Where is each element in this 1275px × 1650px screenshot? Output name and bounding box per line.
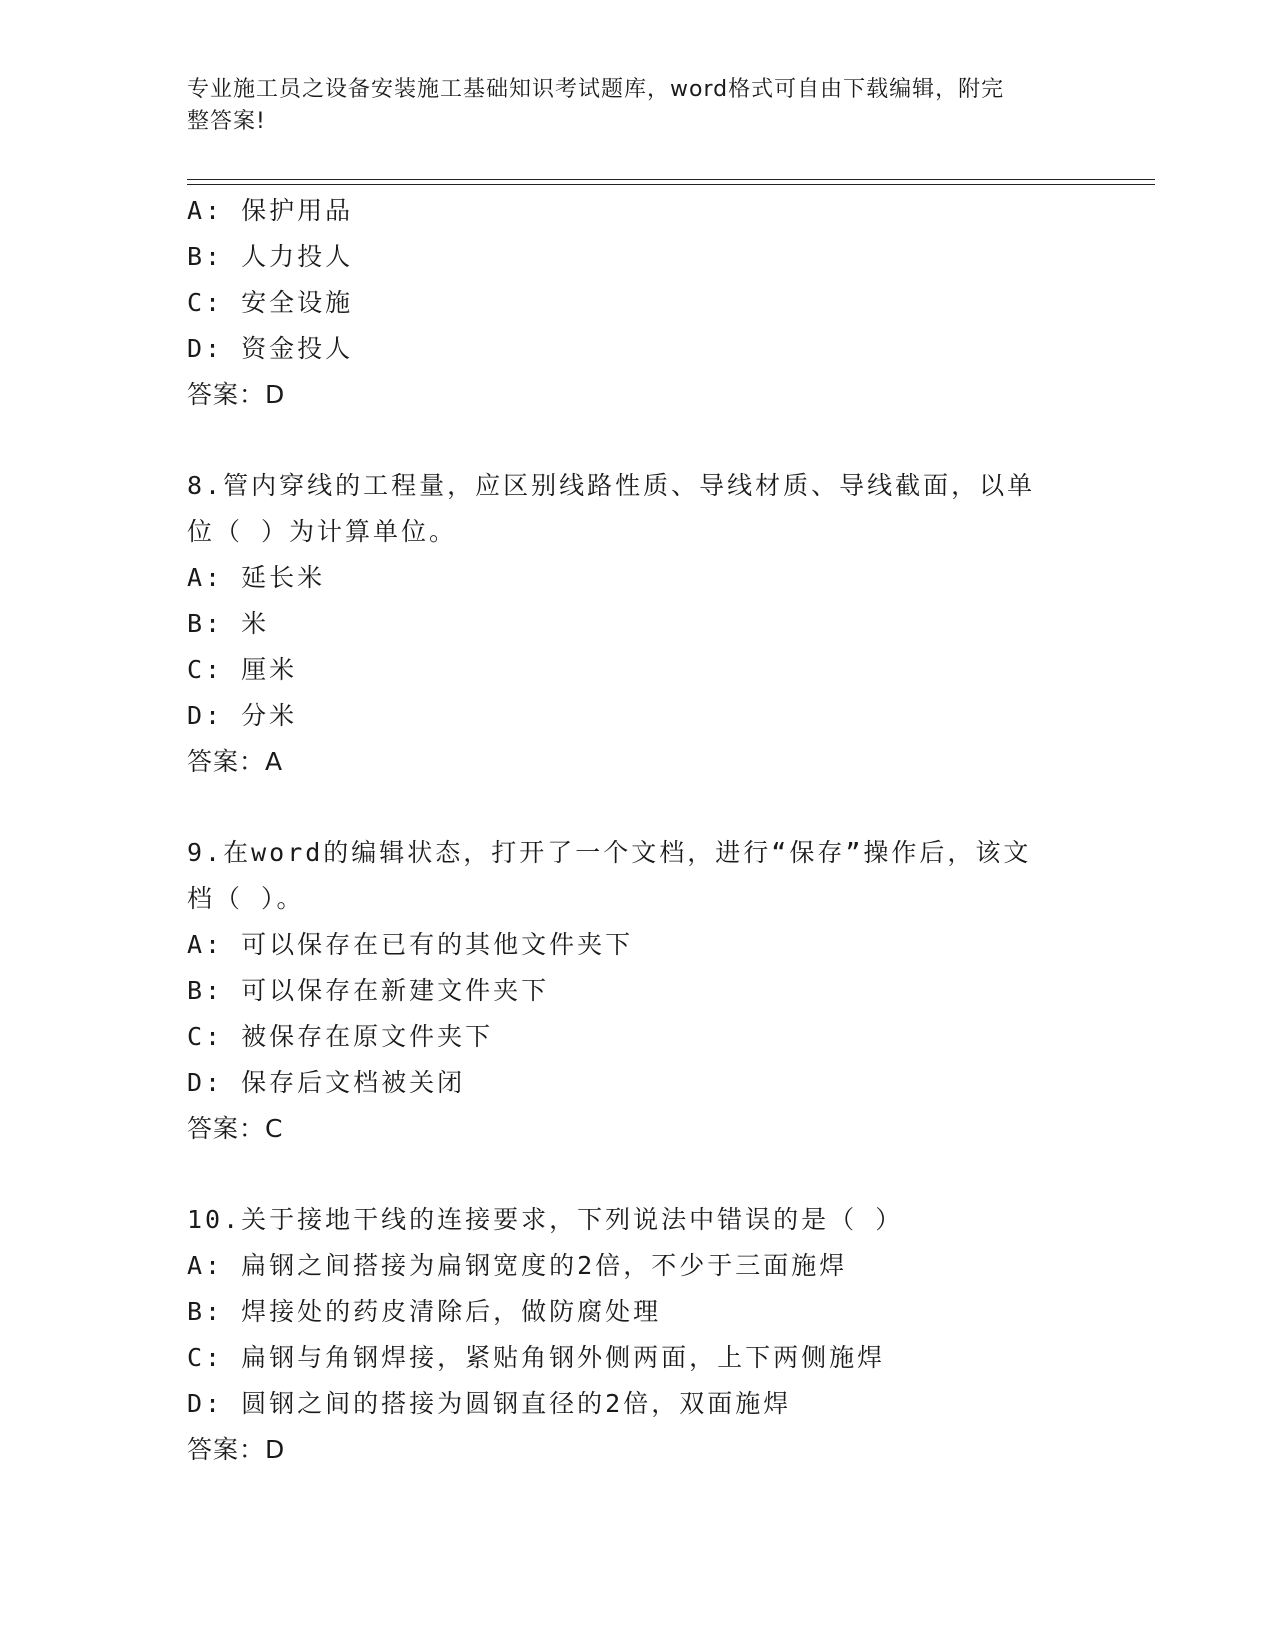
option-text: 安全设施 bbox=[241, 288, 354, 317]
option-text: 厘米 bbox=[241, 655, 298, 684]
option-b bbox=[187, 234, 1087, 280]
option-letter: A: bbox=[187, 196, 224, 225]
document-header bbox=[187, 74, 1087, 138]
answer-line bbox=[187, 739, 1087, 785]
option-c bbox=[187, 1014, 1087, 1060]
option-text: 可以保存在已有的其他文件夹下 bbox=[241, 930, 634, 959]
answer-label: 答案： bbox=[187, 1435, 266, 1464]
option-text: 人力投人 bbox=[241, 242, 354, 271]
option-letter: D: bbox=[187, 701, 224, 730]
option-text: 可以保存在新建文件夹下 bbox=[241, 976, 550, 1005]
answer-value: A bbox=[265, 747, 284, 776]
spacer bbox=[187, 418, 1087, 463]
question-stem: 9.在word的编辑状态，打开了一个文档，进行“保存”操作后，该文 bbox=[187, 838, 1032, 867]
option-a bbox=[187, 188, 1087, 234]
option-text: 分米 bbox=[241, 701, 298, 730]
header-line-2: 整答案! bbox=[187, 109, 266, 134]
option-letter: D: bbox=[187, 1389, 224, 1418]
option-a bbox=[187, 922, 1087, 968]
question-7 bbox=[187, 188, 1087, 418]
option-letter: D: bbox=[187, 1068, 224, 1097]
option-letter: B: bbox=[187, 609, 224, 638]
option-text: 扁钢之间搭接为扁钢宽度的2倍，不少于三面施焊 bbox=[241, 1251, 848, 1280]
answer-line bbox=[187, 1106, 1087, 1152]
answer-line bbox=[187, 1427, 1087, 1473]
option-text: 保存后文档被关闭 bbox=[241, 1068, 466, 1097]
option-letter: B: bbox=[187, 1297, 224, 1326]
question-stem: 10.关于接地干线的连接要求，下列说法中错误的是（ ） bbox=[187, 1205, 904, 1234]
spacer bbox=[187, 1152, 1087, 1197]
option-letter: B: bbox=[187, 976, 224, 1005]
option-text: 被保存在原文件夹下 bbox=[241, 1022, 494, 1051]
option-letter: A: bbox=[187, 563, 224, 592]
option-d bbox=[187, 1381, 1087, 1427]
answer-label: 答案： bbox=[187, 380, 266, 409]
option-d bbox=[187, 693, 1087, 739]
header-divider-bottom bbox=[187, 184, 1155, 185]
answer-line bbox=[187, 372, 1087, 418]
question-10 bbox=[187, 1197, 1087, 1473]
answer-value: C bbox=[265, 1114, 284, 1143]
option-text: 延长米 bbox=[241, 563, 326, 592]
answer-value: D bbox=[265, 1435, 286, 1464]
option-text: 米 bbox=[241, 609, 270, 638]
answer-value: D bbox=[265, 380, 286, 409]
question-9 bbox=[187, 830, 1087, 1152]
option-text: 扁钢与角钢焊接，紧贴角钢外侧两面，上下两侧施焊 bbox=[241, 1343, 886, 1372]
option-letter: A: bbox=[187, 930, 224, 959]
option-d bbox=[187, 326, 1087, 372]
option-letter: C: bbox=[187, 288, 224, 317]
option-text: 圆钢之间的搭接为圆钢直径的2倍，双面施焊 bbox=[241, 1389, 792, 1418]
spacer bbox=[187, 785, 1087, 830]
option-letter: C: bbox=[187, 1022, 224, 1051]
option-b bbox=[187, 601, 1087, 647]
option-b bbox=[187, 968, 1087, 1014]
question-list bbox=[187, 188, 1087, 1473]
option-b bbox=[187, 1289, 1087, 1335]
option-letter: A: bbox=[187, 1251, 224, 1280]
option-letter: C: bbox=[187, 1343, 224, 1372]
header-line-1: 专业施工员之设备安装施工基础知识考试题库，word格式可自由下载编辑，附完 bbox=[187, 77, 1005, 102]
option-c bbox=[187, 280, 1087, 326]
option-c bbox=[187, 647, 1087, 693]
question-stem: 8.管内穿线的工程量，应区别线路性质、导线材质、导线截面，以单 bbox=[187, 471, 1036, 500]
option-c bbox=[187, 1335, 1087, 1381]
option-text: 资金投人 bbox=[241, 334, 354, 363]
option-text: 保护用品 bbox=[241, 196, 354, 225]
option-letter: D: bbox=[187, 334, 224, 363]
option-a bbox=[187, 555, 1087, 601]
option-a bbox=[187, 1243, 1087, 1289]
question-stem-continued: 档（ ）。 bbox=[187, 884, 305, 913]
question-8 bbox=[187, 463, 1087, 785]
question-stem-continued: 位（ ）为计算单位。 bbox=[187, 517, 458, 546]
answer-label: 答案： bbox=[187, 1114, 266, 1143]
header-divider-top bbox=[187, 179, 1155, 180]
answer-label: 答案： bbox=[187, 747, 266, 776]
option-text: 焊接处的药皮清除后，做防腐处理 bbox=[241, 1297, 662, 1326]
option-letter: B: bbox=[187, 242, 224, 271]
option-d bbox=[187, 1060, 1087, 1106]
option-letter: C: bbox=[187, 655, 224, 684]
